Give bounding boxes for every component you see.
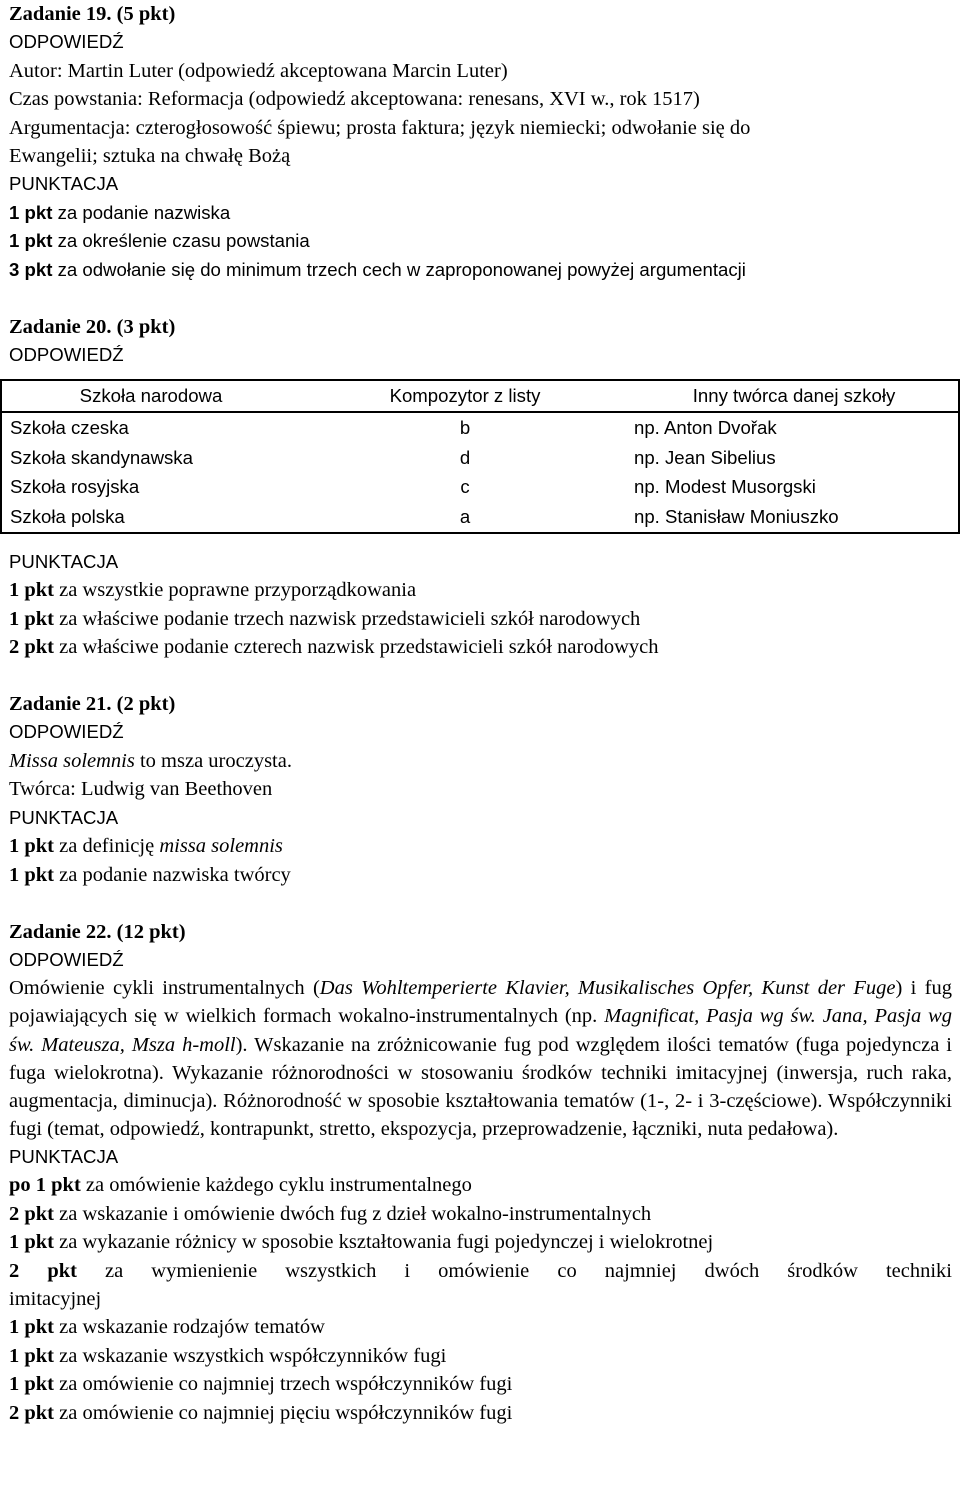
- table-cell: Szkoła skandynawska: [1, 443, 300, 473]
- table-header-cell: Szkoła narodowa: [1, 380, 300, 412]
- scoring-item: 2 pkt za wymienienie wszystkich i omówienie co najmniej dwóch środków techniki: [9, 1259, 952, 1282]
- table-cell: np. Stanisław Moniuszko: [630, 502, 959, 533]
- scoring-item: 3 pkt za odwołanie się do minimum trzech cech w zaproponowanej powyżej argumentacji: [9, 258, 746, 280]
- table-cell: d: [459, 446, 471, 468]
- scoring-item: 1 pkt za wykazanie różnicy w sposobie kształtowania fugi pojedynczej i wielokrotnej: [9, 1231, 714, 1254]
- answer-definition: Missa solemnis to msza uroczysta.: [9, 749, 292, 772]
- scoring-heading: PUNKTACJA: [9, 173, 119, 195]
- answer-heading: ODPOWIEDŹ: [9, 31, 124, 53]
- answer-paragraph: Omówienie cykli instrumentalnych (Das Wohltemperierte Klavier, Musikalisches Opfer, Kunst der Fuge) i fug pojawiających się w wielkich formach wokalno-instrumentalnych (np. Magnificat, Pasja wg św. Jana, Pasja wg św. Mateusza, Msza h-moll). Wskazanie na zróżnicowanie fug pod względem ilości tematów (fuga pojedyncza i fuga wielokrotna). Wykazanie różnorodności w stosowaniu środków techniki imitacyjnej (inwersja, ruch raka, augmentacja, diminucja). Różnorodność w sposobie kształtowania tematów (1-, 2- i 3-częściowe). Współczynniki fugi (temat, odpowiedź, kontrapunkt, stretto, ekspozycja, przeprowadzenie, łączniki, nuta pedałowa).: [9, 977, 952, 1140]
- answer-time: Czas powstania: Reformacja (odpowiedź akceptowana: renesans, XVI w., rok 1517): [9, 88, 700, 111]
- table-header-cell: Kompozytor z listy: [300, 380, 630, 412]
- table-row: [1, 473, 959, 503]
- scoring-item: 1 pkt za właściwe podanie trzech nazwisk przedstawicieli szkół narodowych: [9, 607, 641, 630]
- answer-argument-1: Argumentacja: czterogłosowość śpiewu; prosta faktura; język niemiecki; odwołanie się do: [9, 116, 751, 139]
- scoring-heading: PUNKTACJA: [9, 806, 119, 828]
- scoring-item-continued: imitacyjnej: [9, 1287, 102, 1310]
- national-schools-table: [0, 379, 960, 533]
- table-cell: b: [459, 417, 471, 439]
- table-cell: a: [300, 502, 630, 533]
- table-cell: Szkoła rosyjska: [1, 473, 300, 503]
- scoring-item: po 1 pkt za omówienie każdego cyklu instrumentalnego: [9, 1174, 472, 1197]
- table-cell: np. Modest Musorgski: [630, 473, 959, 503]
- task-20-title: Zadanie 20. (3 pkt): [9, 315, 176, 338]
- answer-heading: ODPOWIEDŹ: [9, 721, 124, 743]
- task-22-title: Zadanie 22. (12 pkt): [9, 920, 186, 943]
- answer-composer: Twórca: Ludwig van Beethoven: [9, 778, 273, 801]
- table-header-row: [1, 380, 959, 412]
- table-cell: np. Anton Dvořak: [630, 412, 959, 443]
- scoring-heading: PUNKTACJA: [9, 550, 119, 572]
- table-row: [1, 412, 959, 443]
- table-row: [1, 443, 959, 473]
- scoring-item: 1 pkt za podanie nazwiska: [9, 201, 231, 223]
- task-19-title: Zadanie 19. (5 pkt): [9, 3, 176, 25]
- scoring-item: 2 pkt za omówienie co najmniej pięciu współczynników fugi: [9, 1401, 513, 1424]
- answer-heading: ODPOWIEDŹ: [9, 344, 124, 366]
- answer-author: Autor: Martin Luter (odpowiedź akceptowana Marcin Luter): [9, 59, 508, 82]
- table-cell: Szkoła czeska: [1, 412, 300, 443]
- table-cell: Szkoła polska: [1, 502, 300, 533]
- table-header-cell: Inny twórca danej szkoły: [630, 380, 959, 412]
- table-cell: c: [460, 476, 470, 498]
- scoring-item: 1 pkt za definicję missa solemnis: [9, 835, 283, 858]
- scoring-item: 1 pkt za określenie czasu powstania: [9, 230, 310, 252]
- scoring-item: 2 pkt za właściwe podanie czterech nazwisk przedstawicieli szkół narodowych: [9, 636, 659, 659]
- scoring-item: 1 pkt za wszystkie poprawne przyporządkowania: [9, 579, 417, 602]
- scoring-item: 1 pkt za podanie nazwiska twórcy: [9, 863, 291, 886]
- answer-heading: ODPOWIEDŹ: [9, 948, 124, 970]
- table-row: [1, 502, 959, 533]
- answer-argument-2: Ewangelii; sztuka na chwałę Bożą: [9, 145, 291, 168]
- scoring-item: 1 pkt za wskazanie rodzajów tematów: [9, 1316, 325, 1339]
- task-21-title: Zadanie 21. (2 pkt): [9, 693, 176, 716]
- table-cell: np. Jean Sibelius: [630, 443, 959, 473]
- scoring-item: 1 pkt za omówienie co najmniej trzech współczynników fugi: [9, 1373, 513, 1396]
- scoring-item: 2 pkt za wskazanie i omówienie dwóch fug z dzieł wokalno-instrumentalnych: [9, 1202, 652, 1225]
- scoring-item: 1 pkt za wskazanie wszystkich współczynników fugi: [9, 1344, 447, 1367]
- scoring-heading: PUNKTACJA: [9, 1145, 119, 1167]
